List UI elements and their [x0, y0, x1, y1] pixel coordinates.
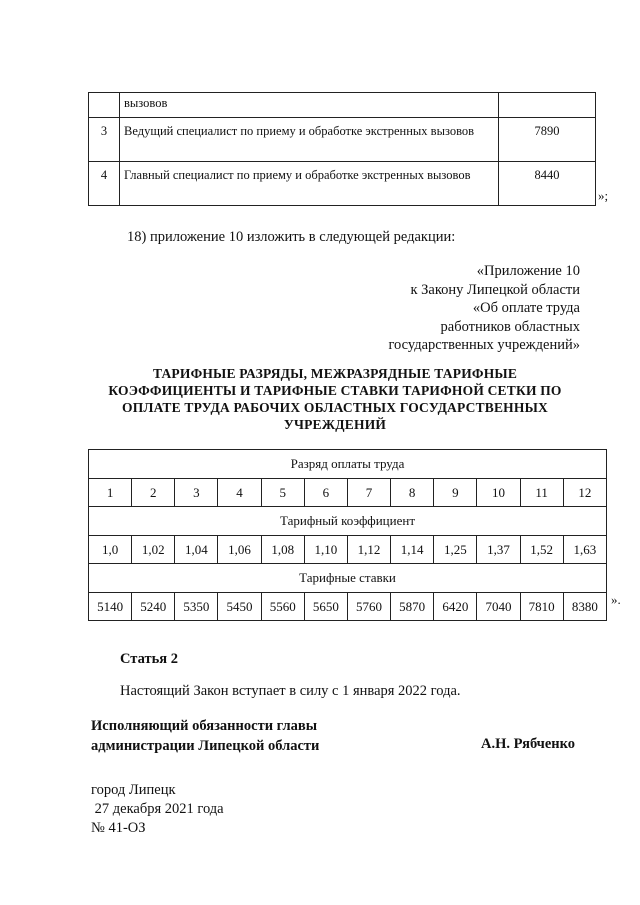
appendix-line: к Закону Липецкой области	[410, 281, 580, 298]
grade-header: Разряд оплаты труда	[89, 450, 607, 479]
signatory-name: А.Н. Рябченко	[481, 736, 576, 752]
table-row	[89, 507, 607, 536]
row-number	[89, 93, 120, 118]
row-number: 4	[89, 162, 120, 206]
closing-quote-period: ».	[611, 592, 621, 607]
table-row	[89, 162, 596, 206]
title-line: ТАРИФНЫЕ РАЗРЯДЫ, МЕЖРАЗРЯДНЫЕ ТАРИФНЫЕ	[152, 366, 518, 381]
appendix-header	[388, 262, 580, 355]
rate-cell: 7810	[520, 593, 563, 621]
position-line: Исполняющий обязанности главы	[91, 718, 318, 734]
signatory-position	[91, 716, 319, 756]
coefficient-cell: 1,04	[175, 536, 218, 564]
table-row	[89, 450, 607, 479]
position-name: Ведущий специалист по приему и обработке экстренных вызовов	[120, 118, 499, 162]
paragraph-18: 18) приложение 10 изложить в следующей редакции:	[127, 229, 456, 245]
grade-cell: 5	[261, 479, 304, 507]
grade-cell: 6	[304, 479, 347, 507]
rate-cell: 5560	[261, 593, 304, 621]
salary-value: 8440	[499, 162, 596, 206]
law-number: № 41-ОЗ	[91, 820, 146, 836]
grade-cell: 10	[477, 479, 520, 507]
title-line: КОЭФФИЦИЕНТЫ И ТАРИФНЫЕ СТАВКИ ТАРИФНОЙ СЕТКИ ПО	[108, 383, 562, 398]
coefficient-cell: 1,12	[347, 536, 390, 564]
grade-cell: 3	[175, 479, 218, 507]
coefficient-cell: 1,06	[218, 536, 261, 564]
place-and-date	[91, 781, 224, 838]
grade-cell: 1	[89, 479, 132, 507]
position-name: Главный специалист по приему и обработке экстренных вызовов	[120, 162, 499, 206]
coefficient-cell: 1,25	[434, 536, 477, 564]
row-number: 3	[89, 118, 120, 162]
table-row	[89, 564, 607, 593]
closing-quote-semicolon: »;	[598, 188, 609, 203]
appendix-line: государственных учреждений»	[388, 337, 580, 353]
coefficient-header: Тарифный коэффициент	[89, 507, 607, 536]
grade-cell: 11	[520, 479, 563, 507]
rate-cell: 7040	[477, 593, 520, 621]
title-line: УЧРЕЖДЕНИЙ	[283, 417, 387, 432]
rate-cell: 5240	[132, 593, 175, 621]
rate-cell: 5450	[218, 593, 261, 621]
grades-row	[89, 479, 607, 507]
tariff-grid-table	[88, 449, 607, 621]
document-title	[90, 365, 580, 433]
coefficient-cell: 1,10	[304, 536, 347, 564]
salary-value	[499, 93, 596, 118]
rate-cell: 5760	[347, 593, 390, 621]
position-name: вызовов	[120, 93, 499, 118]
appendix-line: «Об оплате труда	[472, 300, 580, 316]
coefficient-cell: 1,0	[89, 536, 132, 564]
grade-cell: 8	[391, 479, 434, 507]
grade-cell: 4	[218, 479, 261, 507]
article-heading: Статья 2	[120, 651, 178, 667]
grade-cell: 7	[347, 479, 390, 507]
salary-value: 7890	[499, 118, 596, 162]
table-row	[89, 118, 596, 162]
coefficient-cell: 1,08	[261, 536, 304, 564]
grade-cell: 12	[563, 479, 606, 507]
rates-header: Тарифные ставки	[89, 564, 607, 593]
rate-cell: 5350	[175, 593, 218, 621]
table-row	[89, 93, 596, 118]
position-line: администрации Липецкой области	[91, 738, 320, 754]
rate-cell: 8380	[563, 593, 606, 621]
grade-cell: 9	[434, 479, 477, 507]
coefficient-cell: 1,52	[520, 536, 563, 564]
rate-cell: 5870	[391, 593, 434, 621]
rate-cell: 5140	[89, 593, 132, 621]
title-line: ОПЛАТЕ ТРУДА РАБОЧИХ ОБЛАСТНЫХ ГОСУДАРСТВЕННЫХ	[122, 400, 548, 415]
coefficient-cell: 1,14	[391, 536, 434, 564]
grade-cell: 2	[132, 479, 175, 507]
coefficient-cell: 1,02	[132, 536, 175, 564]
positions-table	[88, 92, 596, 206]
rate-cell: 5650	[304, 593, 347, 621]
rate-cell: 6420	[434, 593, 477, 621]
effective-date-text: Настоящий Закон вступает в силу с 1 января 2022 года.	[120, 683, 461, 699]
appendix-line: работников областных	[440, 318, 580, 335]
date: 27 декабря 2021 года	[91, 801, 224, 817]
coefficients-row	[89, 536, 607, 564]
city: город Липецк	[91, 782, 176, 798]
rates-row	[89, 593, 607, 621]
appendix-line: «Приложение 10	[476, 263, 580, 279]
coefficient-cell: 1,37	[477, 536, 520, 564]
coefficient-cell: 1,63	[563, 536, 606, 564]
